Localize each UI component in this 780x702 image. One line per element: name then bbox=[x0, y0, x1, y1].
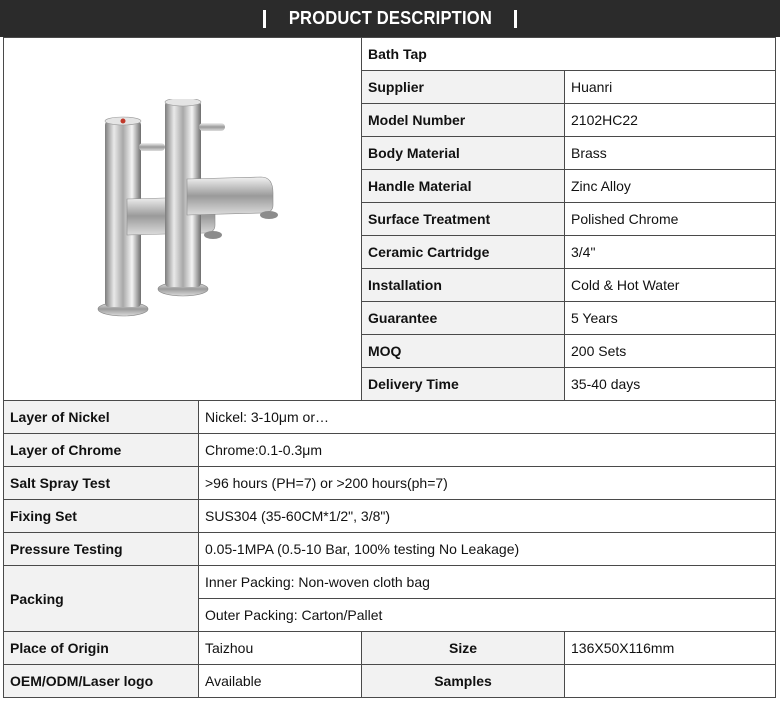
product-image bbox=[83, 99, 283, 339]
detail-value-layer-of-nickel: Nickel: 3-10μm or… bbox=[199, 401, 776, 434]
detail-label-pressure-testing: Pressure Testing bbox=[4, 533, 199, 566]
spec-label-ceramic-cartridge: Ceramic Cartridge bbox=[362, 236, 565, 269]
spec-value-installation: Cold & Hot Water bbox=[565, 269, 776, 302]
samples-value bbox=[565, 665, 776, 698]
detail-label-salt-spray-test: Salt Spray Test bbox=[4, 467, 199, 500]
spec-value-guarantee: 5 Years bbox=[565, 302, 776, 335]
product-name: Bath Tap bbox=[362, 38, 776, 71]
table-row bbox=[4, 533, 776, 566]
page-title: PRODUCT DESCRIPTION bbox=[288, 8, 492, 28]
detail-value-salt-spray-test: >96 hours (PH=7) or >200 hours(ph=7) bbox=[199, 467, 776, 500]
table-row bbox=[4, 566, 776, 599]
origin-label: Place of Origin bbox=[4, 632, 199, 665]
tap-right bbox=[158, 99, 278, 296]
table-row bbox=[4, 500, 776, 533]
size-label: Size bbox=[362, 632, 565, 665]
spec-label-delivery-time: Delivery Time bbox=[362, 368, 565, 401]
table-row bbox=[4, 434, 776, 467]
header-divider-left bbox=[263, 10, 266, 28]
detail-label-layer-of-chrome: Layer of Chrome bbox=[4, 434, 199, 467]
spec-value-supplier: Huanri bbox=[565, 71, 776, 104]
spec-value-handle-material: Zinc Alloy bbox=[565, 170, 776, 203]
spec-label-handle-material: Handle Material bbox=[362, 170, 565, 203]
spec-value-body-material: Brass bbox=[565, 137, 776, 170]
packing-label: Packing bbox=[4, 566, 199, 632]
spec-table bbox=[3, 37, 776, 698]
table-row bbox=[4, 38, 776, 71]
detail-value-layer-of-chrome: Chrome:0.1-0.3μm bbox=[199, 434, 776, 467]
spec-value-ceramic-cartridge: 3/4" bbox=[565, 236, 776, 269]
detail-label-fixing-set: Fixing Set bbox=[4, 500, 199, 533]
origin-value: Taizhou bbox=[199, 632, 362, 665]
spec-label-body-material: Body Material bbox=[362, 137, 565, 170]
detail-value-pressure-testing: 0.05-1MPA (0.5-10 Bar, 100% testing No Leakage) bbox=[199, 533, 776, 566]
header-divider-right bbox=[514, 10, 517, 28]
spec-value-surface-treatment: Polished Chrome bbox=[565, 203, 776, 236]
detail-label-layer-of-nickel: Layer of Nickel bbox=[4, 401, 199, 434]
samples-label: Samples bbox=[362, 665, 565, 698]
size-value: 136X50X116mm bbox=[565, 632, 776, 665]
detail-value-fixing-set: SUS304 (35-60CM*1/2", 3/8") bbox=[199, 500, 776, 533]
spec-label-installation: Installation bbox=[362, 269, 565, 302]
spec-label-moq: MOQ bbox=[362, 335, 565, 368]
header-bar bbox=[0, 0, 780, 37]
table-row bbox=[4, 632, 776, 665]
packing-outer: Outer Packing: Carton/Pallet bbox=[199, 599, 776, 632]
spec-label-surface-treatment: Surface Treatment bbox=[362, 203, 565, 236]
table-row bbox=[4, 401, 776, 434]
oem-value: Available bbox=[199, 665, 362, 698]
table-row bbox=[4, 467, 776, 500]
oem-label: OEM/ODM/Laser logo bbox=[4, 665, 199, 698]
spec-value-delivery-time: 35-40 days bbox=[565, 368, 776, 401]
product-image-cell bbox=[4, 38, 362, 401]
table-row bbox=[4, 665, 776, 698]
spec-label-model-number: Model Number bbox=[362, 104, 565, 137]
spec-label-supplier: Supplier bbox=[362, 71, 565, 104]
spec-value-model-number: 2102HC22 bbox=[565, 104, 776, 137]
spec-value-moq: 200 Sets bbox=[565, 335, 776, 368]
packing-inner: Inner Packing: Non-woven cloth bag bbox=[199, 566, 776, 599]
spec-label-guarantee: Guarantee bbox=[362, 302, 565, 335]
